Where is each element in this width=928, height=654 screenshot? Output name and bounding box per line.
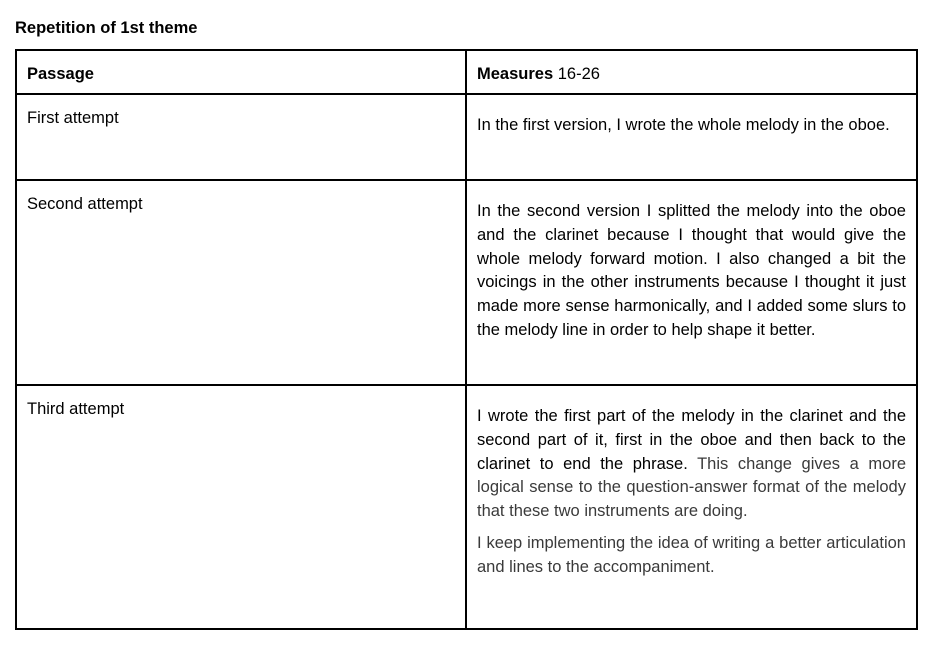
header-measures-label: Measures	[477, 65, 554, 83]
row-label-cell	[16, 180, 466, 385]
header-measures	[467, 51, 916, 86]
description-paragraph: In the first version, I wrote the whole melody in the oboe.	[477, 116, 890, 134]
table-header-row	[16, 50, 917, 94]
table-row	[16, 94, 917, 180]
header-cell-passage	[16, 50, 466, 94]
row-description	[467, 95, 916, 138]
row-label: First attempt	[27, 109, 119, 127]
table-row	[16, 180, 917, 385]
row-label: Third attempt	[27, 400, 125, 418]
table-row	[16, 385, 917, 629]
row-label-cell	[16, 385, 466, 629]
description-paragraph: In the second version I splitted the melody into the oboe and the clarinet because I thought that would give the whole melody forward motion. I also changed a bit the voicings in the other instruments because I thought it just made more sense harmonically, and I added some slurs to the melody line in order to help shape it better.	[477, 202, 906, 339]
section-title: Repetition of 1st theme	[15, 19, 198, 37]
row-description	[467, 386, 916, 580]
row-description	[467, 181, 916, 343]
row-description-cell	[466, 385, 917, 629]
header-passage-label: Passage	[27, 65, 94, 83]
row-label-cell	[16, 94, 466, 180]
header-measures-range: 16-26	[557, 65, 600, 83]
attempts-table	[15, 49, 918, 630]
description-paragraph	[477, 405, 906, 524]
description-text-dark: I wrote the first part of the melody in the clarinet and the second part of it, first in the oboe and then back to the clarinet to end the phrase.	[477, 407, 906, 473]
row-description-cell	[466, 94, 917, 180]
description-paragraph: I keep implementing the idea of writing a better articulation and lines to the accompaniment.	[477, 533, 906, 576]
row-label: Second attempt	[27, 195, 143, 213]
row-description-cell	[466, 180, 917, 385]
header-cell-measures	[466, 50, 917, 94]
description-text-gray: This change gives a more logical sense to the question-answer format of the melody that these two instruments are doing.	[477, 454, 906, 521]
